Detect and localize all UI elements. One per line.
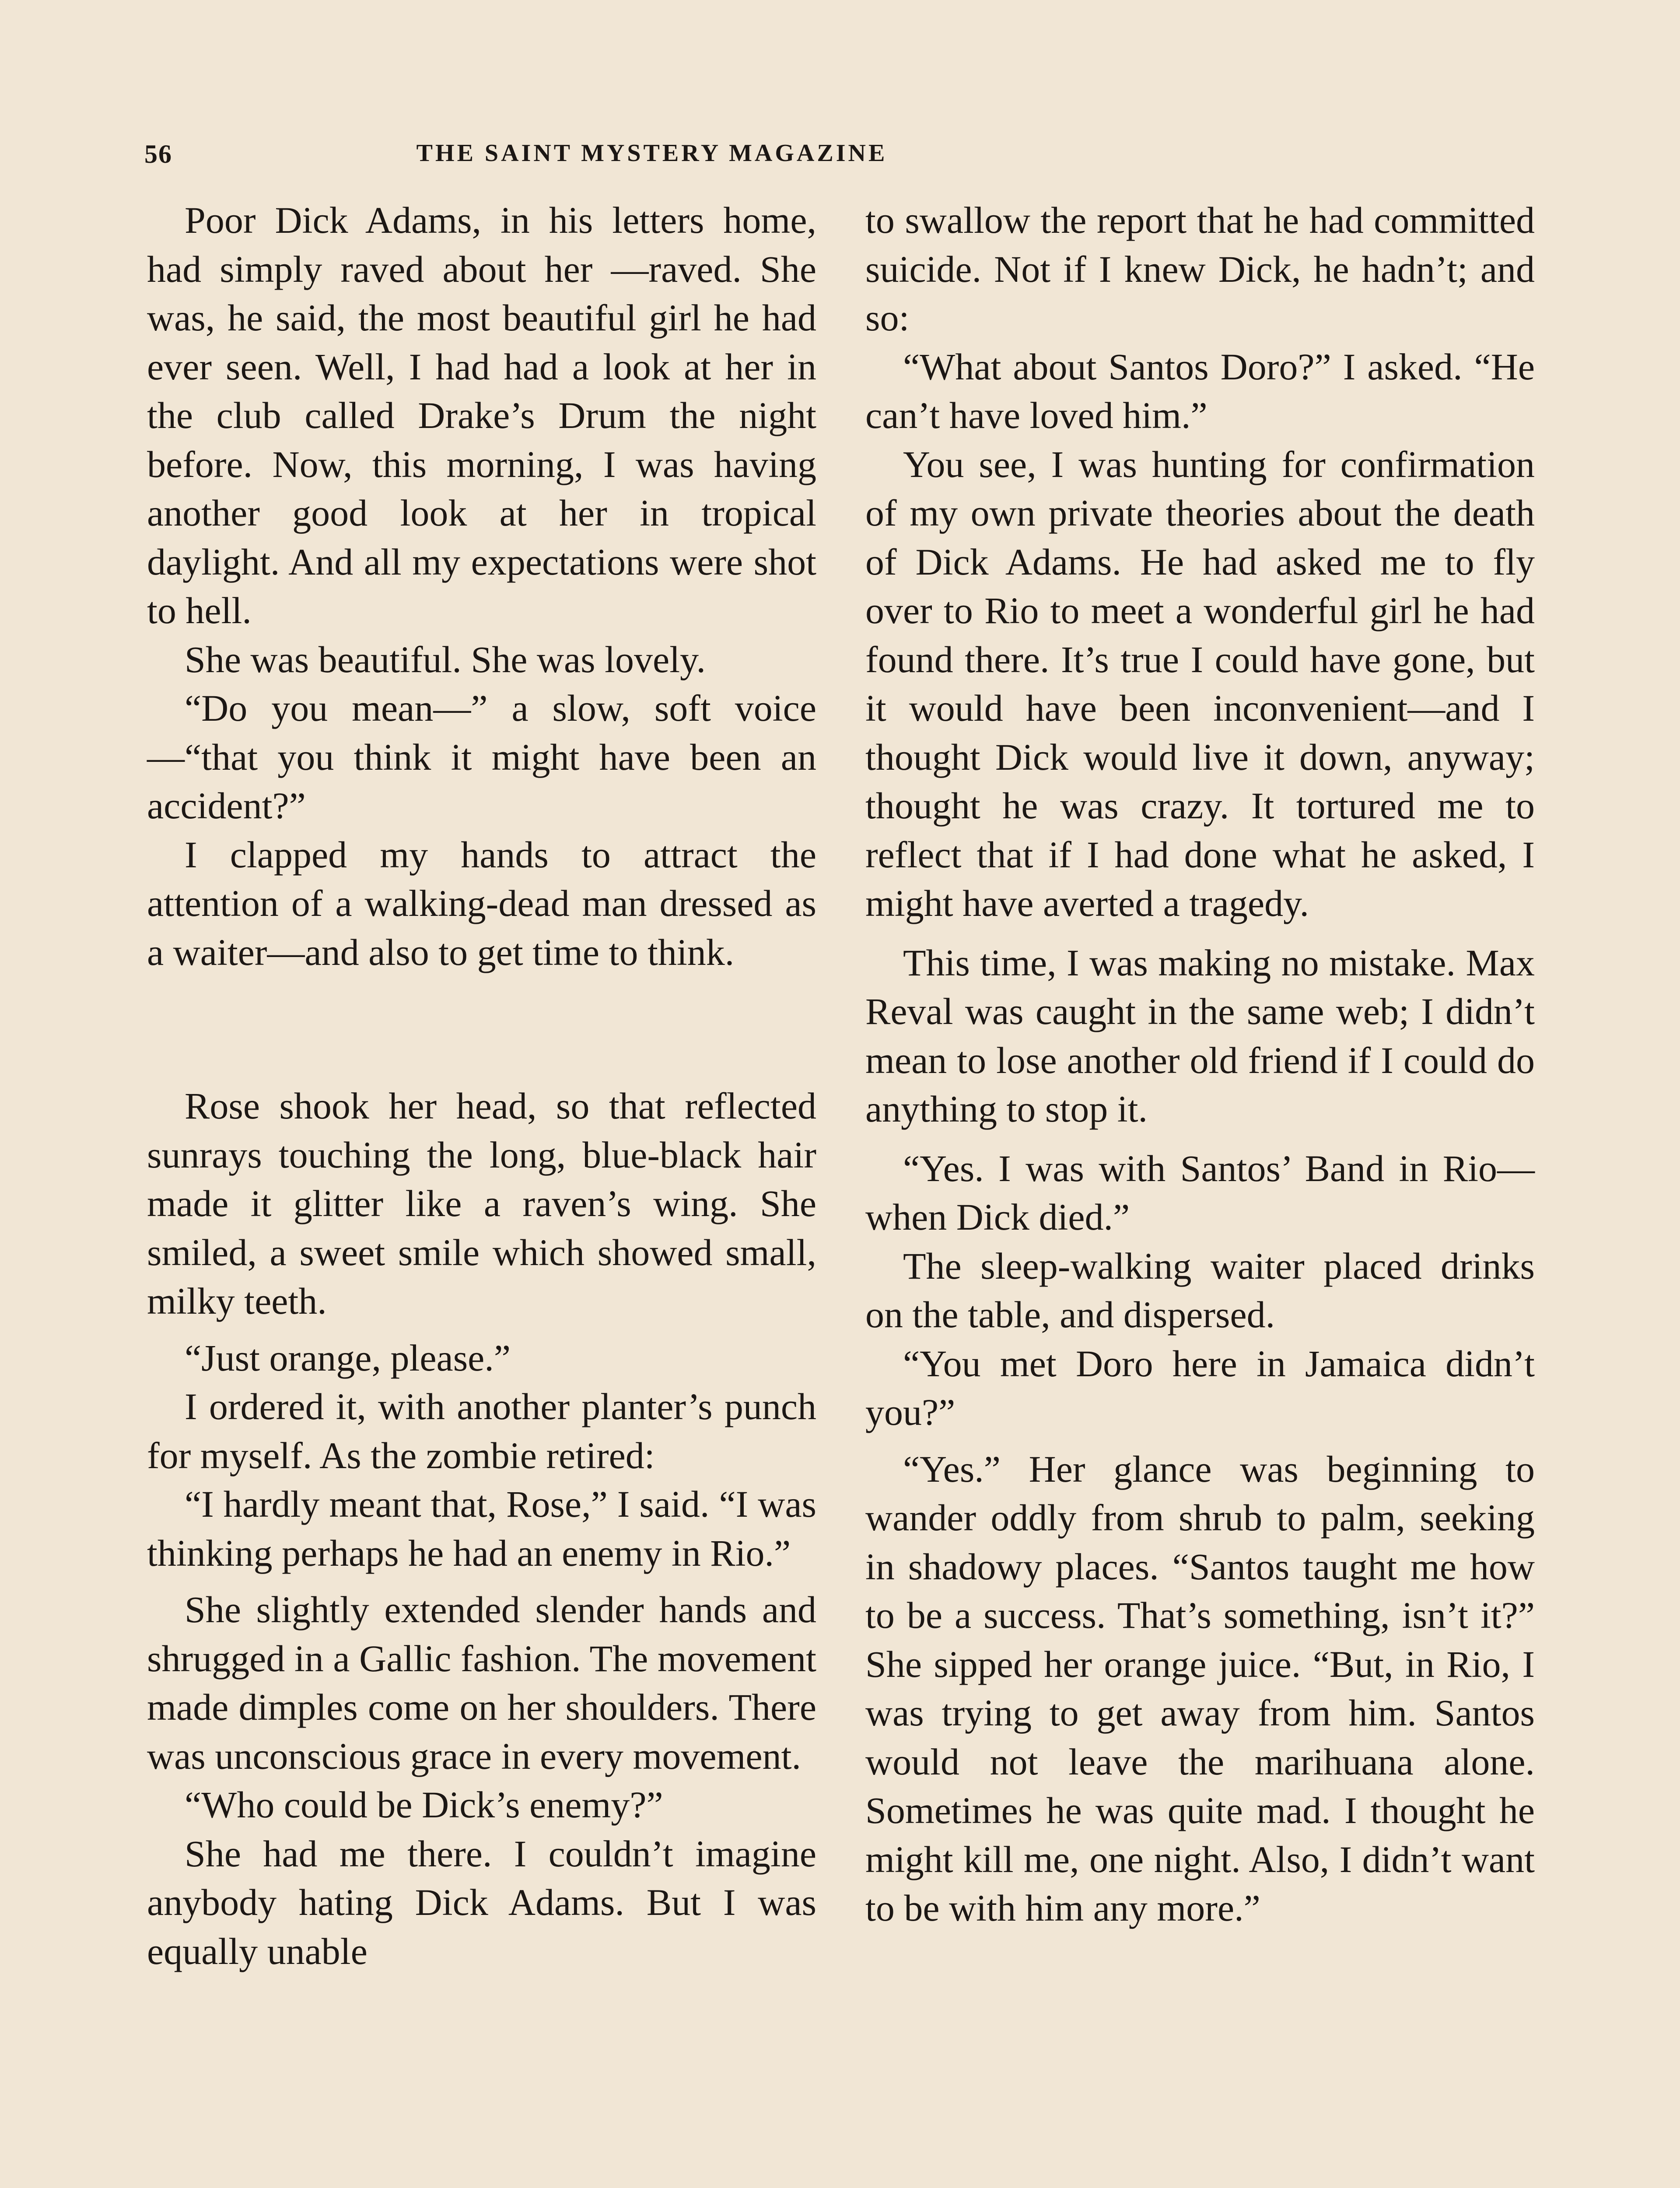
left-column <box>147 196 816 1976</box>
paragraph: This time, I was making no mistake. Max Reval was caught in the same web; I didn’t mean to lose another old friend if I could do anything to stop it. <box>865 941 1535 1130</box>
paragraph: You see, I was hunting for confirmation of my own private theories about the death of Dick Adams. He had asked me to fly over to Rio to meet a wonderful girl he had found there. It’s true I could have gone, but it would have been inconvenient—and I thought Dick would live it down, anyway; thought he was crazy. It tortured me to reflect that if I had done what he asked, I might have averted a tragedy. <box>865 443 1535 924</box>
paragraph: “Who could be Dick’s enemy?” <box>185 1784 663 1826</box>
page-header <box>144 139 1159 174</box>
paragraph: Rose shook her head, so that reflected sunrays touching the long, blue-black hair made it glitter like a raven’s wing. She smiled, a sweet smile which showed small, milky teeth. <box>147 1085 816 1322</box>
right-column <box>865 196 1535 1933</box>
paragraph: “Do you mean—” a slow, soft voice—“that you think it might have been an accident?” <box>147 687 816 827</box>
paragraph: The sleep-walking waiter placed drinks on the table, and dispersed. <box>865 1245 1535 1336</box>
paragraph: “You met Doro here in Jamaica didn’t you?” <box>865 1342 1535 1433</box>
page-number: 56 <box>144 140 172 168</box>
paragraph: I ordered it, with another planter’s punch for myself. As the zombie retired: <box>147 1385 816 1476</box>
paragraph: She slightly extended slender hands and shrugged in a Gallic fashion. The movement made dimples come on her shoulders. There was unconscious grace in every movement. <box>147 1588 816 1777</box>
paragraph: “Yes. I was with Santos’ Band in Rio—when Dick died.” <box>865 1147 1535 1238</box>
paragraph: I clapped my hands to attract the attention of a walking-dead man dressed as a waiter—and also to get time to think. <box>147 833 816 973</box>
paragraph: Poor Dick Adams, in his letters home, had simply raved about her —raved. She was, he said, the most beautiful girl he had ever seen. Well, I had had a look at her in the club called Drake’s Drum the night before. Now, this morning, I was having another good look at her in tropical daylight. And all my expectations were shot to hell. <box>147 199 816 631</box>
paragraph: She had me there. I couldn’t imagine anybody hating Dick Adams. But I was equally unable <box>147 1832 816 1972</box>
paragraph: “What about Santos Doro?” I asked. “He can’t have loved him.” <box>865 345 1535 436</box>
running-title: THE SAINT MYSTERY MAGAZINE <box>416 140 888 167</box>
paragraph: “Just orange, please.” <box>185 1336 511 1379</box>
paragraph-continued: to swallow the report that he had committed suicide. Not if I knew Dick, he hadn’t; and so: <box>865 199 1535 339</box>
paragraph: “I hardly meant that, Rose,” I said. “I was thinking perhaps he had an enemy in Rio.” <box>147 1483 816 1574</box>
paragraph: She was beautiful. She was lovely. <box>185 638 706 680</box>
paragraph: “Yes.” Her glance was beginning to wander oddly from shrub to palm, seeking in shadowy places. “Santos taught me how to be a success. That’s something, isn’t it?” She sipped her orange juice. “But, in Rio, I was trying to get away from him. Santos would not leave the marihuana alone. Sometimes he was quite mad. I thought he might kill me, one night. Also, I didn’t want to be with him any more.” <box>865 1448 1535 1929</box>
